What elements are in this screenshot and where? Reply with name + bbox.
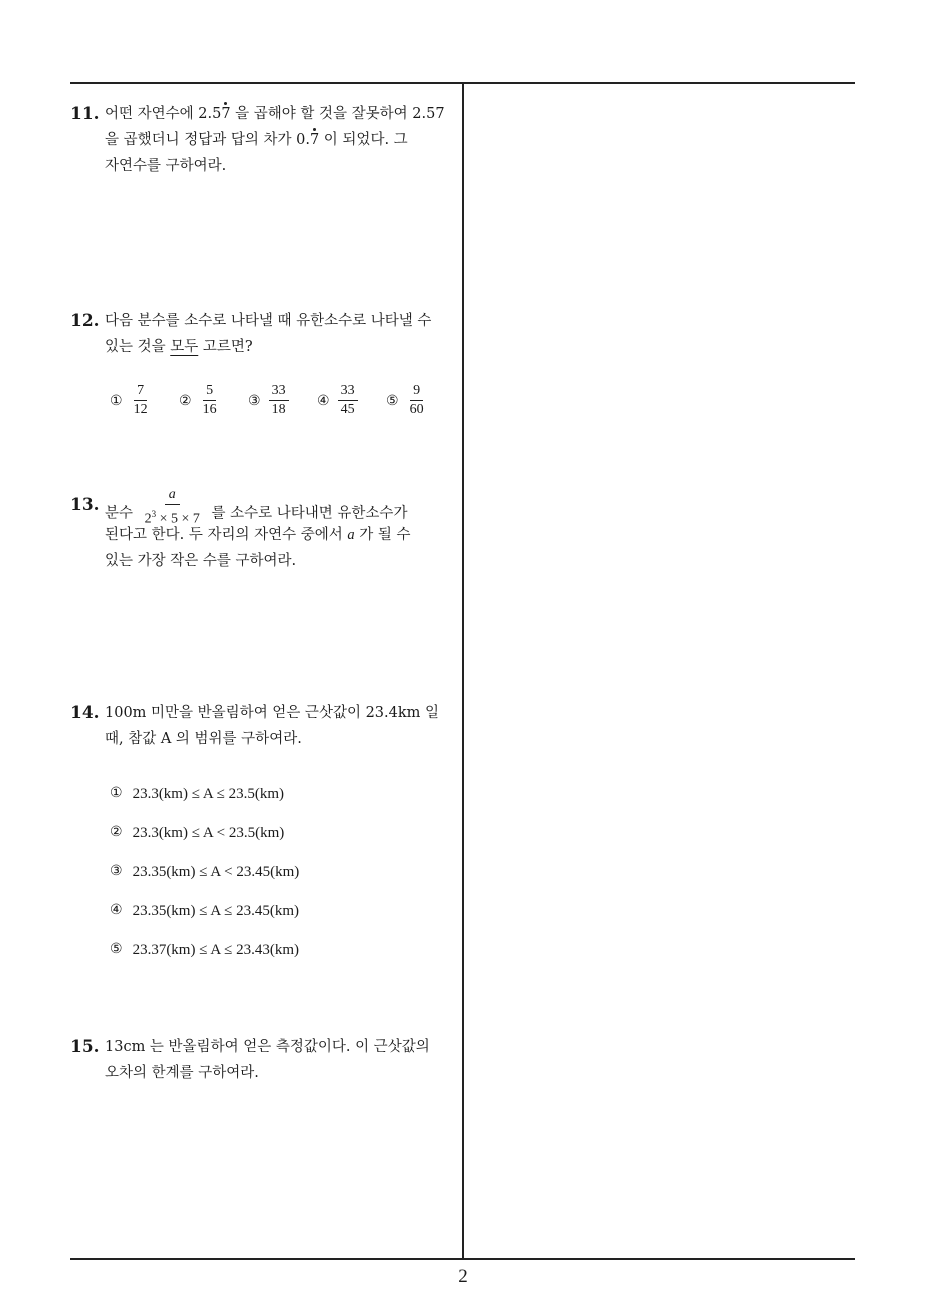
- choice-list: [110, 382, 455, 419]
- text-segment: 어떤 자연수에 2.5: [105, 106, 222, 122]
- denominator: 45: [340, 402, 355, 417]
- question-line: 다음 분수를 소수로 나타낼 때 유한소수로 나타낼 수: [105, 313, 432, 329]
- choice-marker: ①: [110, 392, 123, 409]
- fraction: [200, 382, 220, 419]
- question-line: [105, 487, 455, 527]
- page-number: 2: [458, 1266, 468, 1287]
- question-text: [105, 101, 455, 179]
- choice-marker: ③: [110, 863, 123, 879]
- question-12: [70, 308, 455, 419]
- question-line: [105, 334, 455, 360]
- question-text: [105, 308, 455, 360]
- choice-marker: ③: [248, 392, 261, 409]
- choice-marker: ⑤: [386, 392, 399, 409]
- denominator: 12: [133, 402, 148, 417]
- bottom-rule: [70, 1258, 855, 1260]
- question-13: [70, 487, 455, 574]
- denominator-rest: × 5 × 7: [156, 511, 200, 527]
- choice-marker: ①: [110, 785, 123, 801]
- text-segment: 고르면?: [198, 339, 253, 355]
- text-segment: 가 될 수: [354, 527, 411, 543]
- choice-marker: ④: [317, 392, 330, 409]
- question-15: [70, 1034, 455, 1086]
- choice-2: [110, 813, 455, 852]
- fraction: [407, 382, 427, 419]
- question-number: 15.: [70, 1037, 100, 1057]
- text-segment: 를 소수로 나타내면 유한소수가: [211, 505, 408, 522]
- text-segment: 분수: [105, 505, 134, 522]
- question-11: [70, 101, 455, 179]
- question-line: 오차의 한계를 구하여라.: [105, 1065, 259, 1081]
- denominator: 18: [271, 402, 286, 417]
- question-number: 12.: [70, 311, 100, 331]
- text-segment: 을 곱했더니 정답과 답의 차가 0.: [105, 132, 310, 148]
- denominator: 60: [409, 402, 424, 417]
- choice-marker: ⑤: [110, 941, 123, 957]
- denominator: [142, 505, 203, 529]
- denominator: 16: [202, 402, 217, 417]
- choice-5: [110, 930, 455, 969]
- choice-5: [386, 382, 455, 419]
- text-segment: 이 되었다. 그: [319, 132, 408, 148]
- question-line: [105, 153, 455, 179]
- fraction: [269, 382, 289, 419]
- fraction: [131, 382, 151, 419]
- exponent: 3: [151, 509, 157, 519]
- choice-text: 23.35(km) ≤ A ≤ 23.45(km): [132, 902, 300, 919]
- choice-marker: ②: [179, 392, 192, 409]
- choice-4: [110, 891, 455, 930]
- text-segment: 있는 것을: [105, 339, 171, 355]
- choice-text: 23.3(km) ≤ A ≤ 23.5(km): [132, 785, 285, 802]
- question-number: 13.: [70, 495, 100, 515]
- choice-text: 23.37(km) ≤ A ≤ 23.43(km): [132, 941, 300, 958]
- choice-2: [179, 382, 248, 419]
- choice-1: [110, 382, 179, 419]
- text-segment: 을 곱해야 할 것을 잘못하여 2.57: [230, 106, 445, 122]
- question-number: 14.: [70, 703, 100, 723]
- repeating-digit: 7: [310, 127, 319, 153]
- question-text: [105, 1034, 455, 1086]
- question-line: 13cm 는 반올림하여 얻은 측정값이다. 이 근삿값의: [105, 1039, 430, 1055]
- column-divider: [462, 82, 464, 1259]
- choice-4: [317, 382, 386, 419]
- choice-text: 23.35(km) ≤ A < 23.45(km): [132, 863, 300, 880]
- numerator: 9: [410, 382, 423, 401]
- repeating-digit: 7: [221, 101, 230, 127]
- base: 2: [144, 511, 152, 527]
- choice-3: [248, 382, 317, 419]
- numerator: 7: [134, 382, 147, 401]
- question-line: [105, 127, 455, 153]
- question-line: 있는 가장 작은 수를 구하여라.: [105, 553, 297, 569]
- text-segment: 된다고 한다. 두 자리의 자연수 중에서: [105, 527, 348, 543]
- choice-1: [110, 774, 455, 813]
- fraction: [338, 382, 358, 419]
- fraction: [142, 486, 203, 529]
- choice-marker: ②: [110, 824, 123, 840]
- numerator: 33: [269, 382, 289, 401]
- numerator: 33: [338, 382, 358, 401]
- choice-marker: ④: [110, 902, 123, 918]
- choice-3: [110, 852, 455, 891]
- numerator: 5: [203, 382, 216, 401]
- question-text: [105, 700, 455, 752]
- choice-list: [110, 774, 455, 969]
- question-text: [105, 487, 455, 574]
- choice-text: 23.3(km) ≤ A < 23.5(km): [132, 824, 285, 841]
- question-line: [105, 101, 455, 127]
- question-number: 11.: [70, 104, 100, 124]
- text-segment: 자연수를 구하여라.: [105, 158, 227, 174]
- variable: a: [347, 527, 355, 543]
- underlined-word: 모두: [170, 339, 199, 355]
- question-line: 때, 참값 A 의 범위를 구하여라.: [105, 731, 302, 747]
- question-14: [70, 700, 455, 969]
- question-line: 100m 미만을 반올림하여 얻은 근삿값이 23.4km 일: [105, 705, 440, 721]
- numerator: a: [165, 486, 180, 505]
